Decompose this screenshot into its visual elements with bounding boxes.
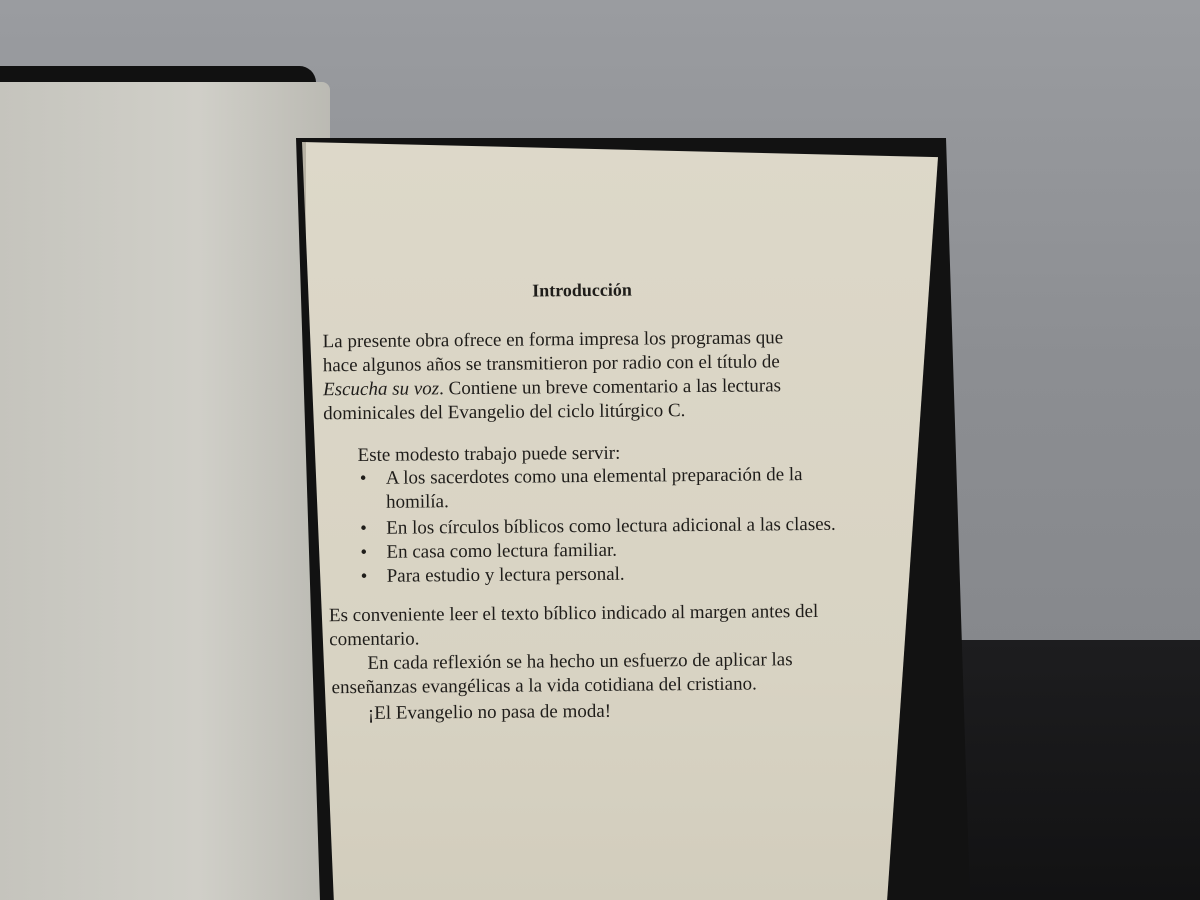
paragraph-intro	[323, 326, 844, 427]
bullet-icon: •	[359, 467, 367, 489]
list-item-text: Para estudio y lectura personal.	[386, 563, 625, 587]
bullet-icon: •	[360, 517, 367, 539]
paragraph-line-rest	[323, 374, 843, 427]
list-item-text: En los círculos bíblicos como lectura adicional a las clases.	[386, 513, 836, 539]
bullet-icon: •	[360, 565, 368, 587]
paragraph-line: La presente obra ofrece en forma impresa los programas que	[322, 327, 784, 353]
book-title-italic: Escucha su voz	[322, 378, 440, 401]
list-intro: Este modesto trabajo puede servir:	[357, 442, 621, 466]
closing-line: ¡El Evangelio no pasa de moda!	[367, 700, 612, 724]
list-item-text: A los sacerdotes como una elemental preparación de la homilía.	[385, 464, 803, 513]
paragraph-rest: . Contiene un breve comentario a las lecturas dominicales del Evangelio del ciclo litúrgico C.	[323, 375, 782, 425]
paragraph-line: hace algunos años se transmitieron por radio con el título de	[322, 351, 780, 377]
bullet-icon: •	[360, 541, 368, 563]
list-item-text: En casa como lectura familiar.	[386, 539, 618, 563]
left-page	[0, 82, 330, 900]
paragraph-note: Es conveniente leer el texto bíblico indicado al margen antes del comentario.	[328, 600, 819, 651]
paragraph-reflection: En cada reflexión se ha hecho un esfuerzo de aplicar las enseñanzas evangélicas a la vida cotidiana del cristiano.	[331, 649, 793, 699]
page-title: Introducción	[532, 279, 632, 301]
bleed-through-text	[110, 262, 310, 278]
